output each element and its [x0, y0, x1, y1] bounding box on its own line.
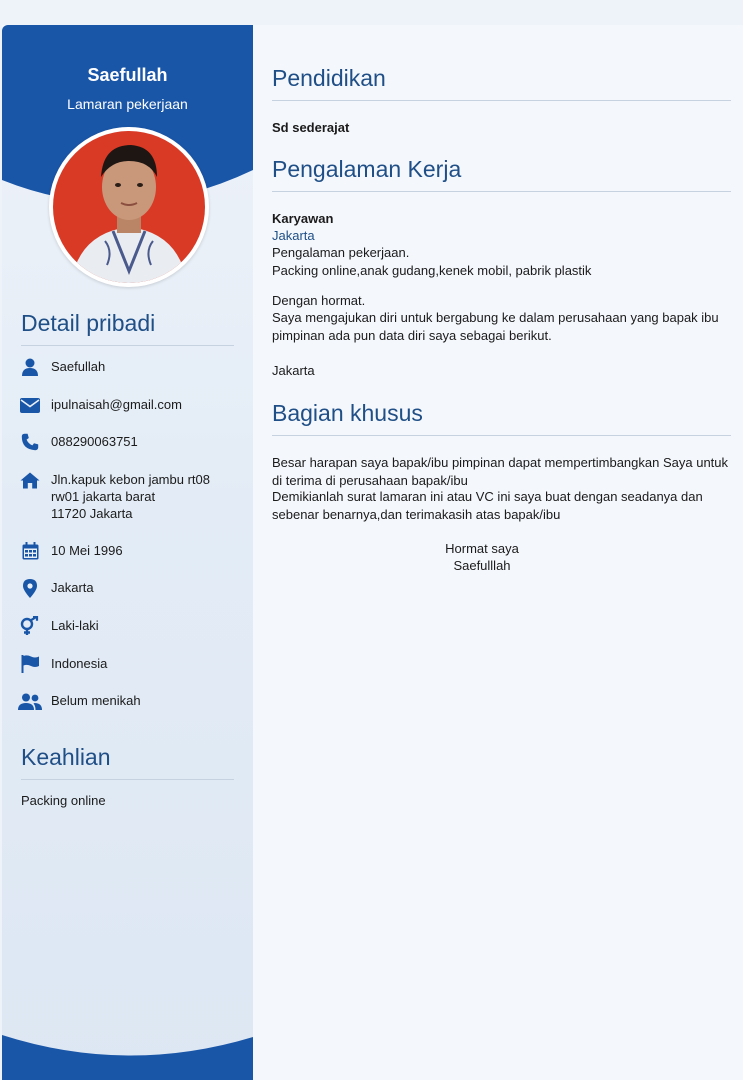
letter-city: Jakarta	[272, 363, 315, 378]
skills-heading: Keahlian	[21, 744, 234, 780]
personal-details-heading: Detail pribadi	[21, 310, 234, 346]
detail-nationality: Indonesia	[18, 654, 243, 674]
user-icon	[18, 357, 42, 377]
detail-name: Saefullah	[18, 357, 243, 377]
special-section-heading: Bagian khusus	[272, 400, 731, 436]
profile-photo	[49, 127, 209, 287]
skill-item: Packing online	[21, 793, 106, 808]
detail-marital-status: Belum menikah	[18, 691, 243, 711]
education-value: Sd sederajat	[272, 120, 350, 135]
resume-page	[2, 25, 743, 1080]
detail-gender: Laki-laki	[18, 616, 243, 636]
job-location: Jakarta	[272, 228, 315, 243]
job-title: Karyawan	[272, 211, 334, 226]
envelope-icon	[18, 395, 42, 415]
phone-icon	[18, 432, 42, 452]
users-icon	[18, 691, 42, 711]
detail-phone: 088290063751	[18, 432, 243, 452]
detail-birthplace: Jakarta	[18, 578, 243, 598]
detail-address: Jln.kapuk kebon jambu rt08 rw01 jakarta barat 11720 Jakarta	[18, 470, 243, 522]
education-heading: Pendidikan	[272, 65, 731, 101]
job-description-line: Pengalaman pekerjaan.	[272, 245, 410, 260]
candidate-name: Saefullah	[87, 65, 168, 85]
special-paragraph: Demikianlah surat lamaran ini atau VC ini saya buat dengan seadanya dan sebenar benarnya,dan terimakasih atas bapak/ibu	[272, 489, 703, 522]
sidebar-footer-background	[2, 1025, 253, 1080]
experience-heading: Pengalaman Kerja	[272, 156, 731, 192]
calendar-icon	[18, 541, 42, 561]
job-description-line: Packing online,anak gudang,kenek mobil, pabrik plastik	[272, 263, 592, 278]
detail-birthdate: 10 Mei 1996	[18, 541, 243, 561]
home-icon	[18, 470, 42, 490]
location-pin-icon	[18, 578, 42, 598]
closing-phrase: Hormat saya	[445, 541, 519, 556]
flag-icon	[18, 654, 42, 674]
gender-icon	[18, 616, 42, 636]
special-paragraph: Besar harapan saya bapak/ibu pimpinan dapat mempertimbangkan Saya untuk di terima di perusahaan bapak/ibu	[272, 455, 729, 488]
letter-body: Saya mengajukan diri untuk bergabung ke dalam perusahaan yang bapak ibu pimpinan ada pun data diri saya sebagai berikut.	[272, 310, 719, 343]
letter-greeting: Dengan hormat.	[272, 293, 366, 308]
document-subtitle: Lamaran pekerjaan	[67, 96, 188, 112]
sidebar	[2, 25, 253, 1080]
signature-name: Saefulllah	[453, 558, 511, 573]
detail-email: ipulnaisah@gmail.com	[18, 395, 243, 415]
